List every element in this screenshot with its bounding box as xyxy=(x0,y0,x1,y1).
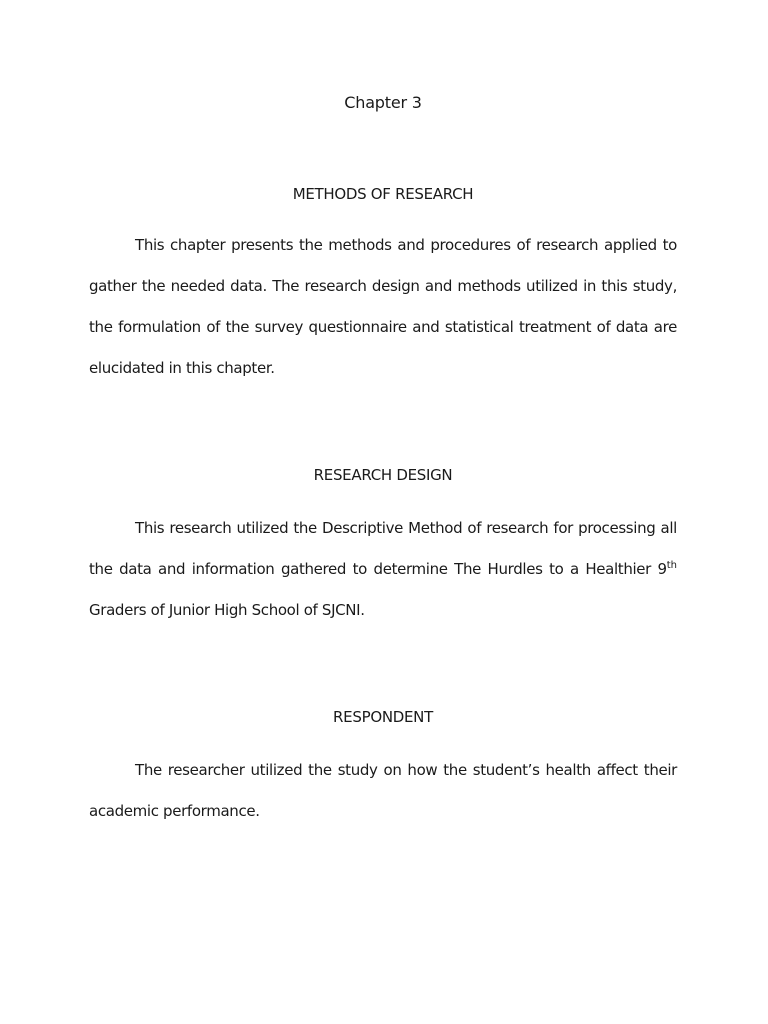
ordinal-superscript: th xyxy=(666,560,677,571)
paragraph-design xyxy=(89,508,677,631)
paragraph-line: elucidated in this chapter. xyxy=(89,359,275,377)
paragraph-line: Graders of Junior High School of SJCNI. xyxy=(89,601,365,619)
paragraph-line: gather the needed data. The research design and methods utilized in this study, xyxy=(89,277,677,295)
paragraph-line: the formulation of the survey questionnaire and statistical treatment of data are xyxy=(89,318,677,336)
paragraph-line: academic performance. xyxy=(89,802,260,820)
chapter-title: Chapter 3 xyxy=(344,93,422,112)
paragraph-line xyxy=(89,549,677,590)
paragraph-line: The researcher utilized the study on how the student’s health affect their xyxy=(135,761,677,779)
section-heading-design: RESEARCH DESIGN xyxy=(313,466,453,484)
paragraph-respondent xyxy=(89,750,677,832)
paragraph-line-text: the data and information gathered to determine The Hurdles to a Healthier 9 xyxy=(89,560,667,578)
section-heading-respondent: RESPONDENT xyxy=(333,708,433,726)
section-heading-methods: METHODS OF RESEARCH xyxy=(292,185,474,203)
paragraph-methods xyxy=(89,225,677,389)
paragraph-line: This chapter presents the methods and procedures of research applied to xyxy=(135,236,677,254)
paragraph-line: This research utilized the Descriptive Method of research for processing all xyxy=(135,519,677,537)
